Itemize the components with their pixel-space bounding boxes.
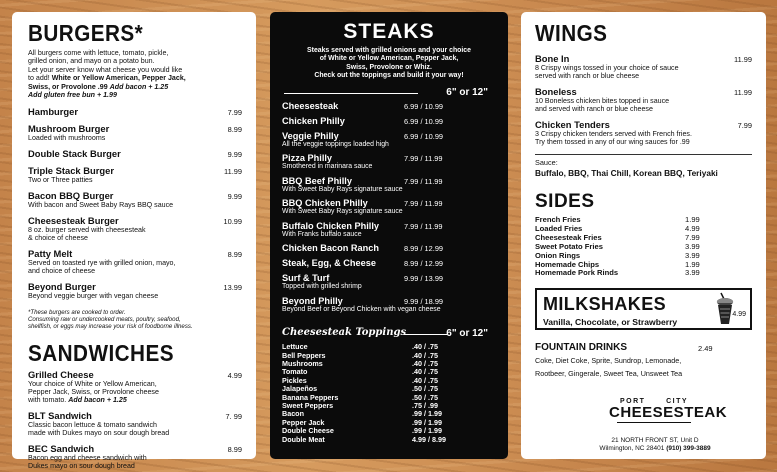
steaks-panel xyxy=(270,12,508,459)
steak-item: Chicken Bacon Ranch 8.99 / 12.99 xyxy=(282,243,444,254)
topping-item: Double Meat 4.99 / 8.99 xyxy=(282,434,446,444)
menu-item-boneless: Boneless 10 Boneless chicken bites topped in sauce and served with ranch or blue cheese 11.99 xyxy=(535,86,752,113)
topping-item: Mushrooms .40 / .75 xyxy=(282,358,438,368)
menu-item-mushroom-burger: Mushroom Burger Loaded with mushrooms 8.99 xyxy=(28,123,242,143)
menu-item-grilled-cheese: Grilled Cheese Your choice of White or Yellow American, Pepper Jack, Swiss, or Provolone cheese with tomato. Add bacon + 1.25 4.99 xyxy=(28,369,242,405)
side-item: Homemade Chips 1.99 xyxy=(535,259,700,269)
menu-item-hamburger: Hamburger 7.99 xyxy=(28,106,242,118)
milkshake-icon xyxy=(712,292,738,326)
fountain-drinks: FOUNTAIN DRINKS 2.49 Coke, Diet Coke, Sprite, Sundrop, Lemonade, Rootbeer, Gingerale, Sweet Tea, Unsweet Tea xyxy=(535,342,713,378)
topping-item: Banana Peppers .50 / .75 xyxy=(282,392,438,402)
wings-title: WINGS xyxy=(535,20,608,46)
steak-item: Veggie Philly All the veggie toppings loaded high 6.99 / 10.99 xyxy=(282,130,444,148)
steak-item: Beyond Philly Beyond Beef or Beyond Chicken with vegan cheese 9.99 / 18.99 xyxy=(282,295,444,313)
menu-item-beyond-burger: Beyond Burger Beyond veggie burger with vegan cheese 13.99 xyxy=(28,281,242,301)
steaks-intro: Steaks served with grilled onions and your choice of White or Yellow American, Pepper Jack, Swiss, Provolone or Whiz. Check out the toppings and build it your way! xyxy=(307,47,471,80)
steak-item: BBQ Beef Philly With Sweet Baby Rays signature sauce 7.99 / 11.99 xyxy=(282,175,443,193)
side-item: Loaded Fries 4.99 xyxy=(535,223,700,233)
menu-item-bacon-bbq: Bacon BBQ Burger With bacon and Sweet Baby Rays BBQ sauce 9.99 xyxy=(28,190,242,210)
steaks-size-header: 6" or 12" xyxy=(282,85,496,99)
sides-title: SIDES xyxy=(535,191,595,212)
topping-item: Lettuce .40 / .75 xyxy=(282,342,438,352)
steaks-title: STEAKS xyxy=(343,20,435,43)
wings-sides-panel xyxy=(521,12,766,459)
side-item: Homemade Pork Rinds 3.99 xyxy=(535,268,700,278)
topping-item: Tomato .40 / .75 xyxy=(282,367,438,377)
sandwiches-title: SANDWICHES xyxy=(28,340,174,367)
topping-item: Jalapeños .50 / .75 xyxy=(282,384,438,394)
address: 21 NORTH FRONT ST, Unit D Wilmington, NC 28401 (910) 399-3889 xyxy=(599,437,711,452)
steak-item: Buffalo Chicken Philly With Franks buffalo sauce 7.99 / 11.99 xyxy=(282,220,443,238)
side-item: French Fries 1.99 xyxy=(535,215,700,224)
topping-item: Bell Peppers .40 / .75 xyxy=(282,350,438,360)
side-item: Sweet Potato Fries 3.99 xyxy=(535,241,700,251)
divider xyxy=(284,93,418,94)
steak-item: Cheesesteak 6.99 / 10.99 xyxy=(282,100,444,111)
logo-underline xyxy=(617,422,691,423)
steak-item: Pizza Philly Smothered in marinara sauce 7.99 / 11.99 xyxy=(282,153,443,171)
side-item: Onion Rings 3.99 xyxy=(535,250,700,260)
food-safety-note: *These burgers are cooked to order. Consuming raw or undercooked meats, poultry, seafood, shellfish, or eggs may increase your risk of foodborne illness. xyxy=(28,309,193,331)
burgers-title: BURGERS* xyxy=(28,20,144,46)
steak-item: BBQ Chicken Philly With Sweet Baby Rays signature sauce 7.99 / 11.99 xyxy=(282,198,443,216)
brand-logo: PORT CITY CHEESESTEAK xyxy=(609,398,728,421)
burgers-sandwiches-panel xyxy=(12,12,256,471)
menu-item-bone-in: Bone In 8 Crispy wings tossed in your choice of sauce served with ranch or blue cheese 11.99 xyxy=(535,53,752,80)
menu-item-cheesesteak-burger: Cheesesteak Burger 8 oz. burger served with cheesesteak & choice of cheese 10.99 xyxy=(28,215,242,243)
menu-item-chicken-tenders: Chicken Tenders 3 Crispy chicken tenders served with French fries. Try them tossed in any of our wing sauces for .99 7.99 xyxy=(535,119,752,146)
steak-item: Surf & Turf Topped with grilled shrimp 9.99 / 13.99 xyxy=(282,273,444,291)
menu-item-bec: BEC Sandwich Bacon egg and cheese sandwich with Dukes mayo on sour dough bread 8.99 xyxy=(28,443,242,471)
divider xyxy=(404,334,448,335)
topping-item: Double Cheese .99 / 1.99 xyxy=(282,426,442,436)
sauce-list: Sauce: Buffalo, BBQ, Thai Chill, Korean BBQ, Teriyaki xyxy=(535,154,752,178)
menu-item-double-stack: Double Stack Burger 9.99 xyxy=(28,148,242,160)
side-item: Cheesesteak Fries 7.99 xyxy=(535,232,700,242)
sides-list xyxy=(535,216,752,278)
toppings-list xyxy=(282,343,496,444)
toppings-header: Cheesesteak Toppings 6" or 12" xyxy=(282,327,488,340)
topping-item: Pickles .40 / .75 xyxy=(282,375,438,385)
topping-item: Bacon .99 / 1.99 xyxy=(282,409,442,419)
topping-item: Pepper Jack .99 / 1.99 xyxy=(282,417,442,427)
menu-item-triple-stack: Triple Stack Burger Two or Three patties 11.99 xyxy=(28,165,242,185)
burgers-intro: All burgers come with lettuce, tomato, pickle, grilled onion, and mayo on a potato bun. Let your server know what cheese you would like to add! White or Yellow American, Pepper Jack, Swiss, or Provolone .99 Add bacon + 1.25 Add gluten free bun + 1.99 xyxy=(28,49,186,100)
milkshakes-box: MILKSHAKES Vanilla, Chocolate, or Strawberry 4.99 xyxy=(535,288,752,330)
steak-item: Chicken Philly 6.99 / 10.99 xyxy=(282,115,444,126)
menu-item-patty-melt: Patty Melt Served on toasted rye with grilled onion, mayo, and choice of cheese 8.99 xyxy=(28,248,242,276)
menu-item-blt: BLT Sandwich Classic bacon lettuce & tomato sandwich made with Dukes mayo on sour dough bread 7. 99 xyxy=(28,410,242,438)
topping-item: Sweet Peppers .75 / .99 xyxy=(282,400,438,410)
steak-item: Steak, Egg, & Cheese 8.99 / 12.99 xyxy=(282,258,444,269)
